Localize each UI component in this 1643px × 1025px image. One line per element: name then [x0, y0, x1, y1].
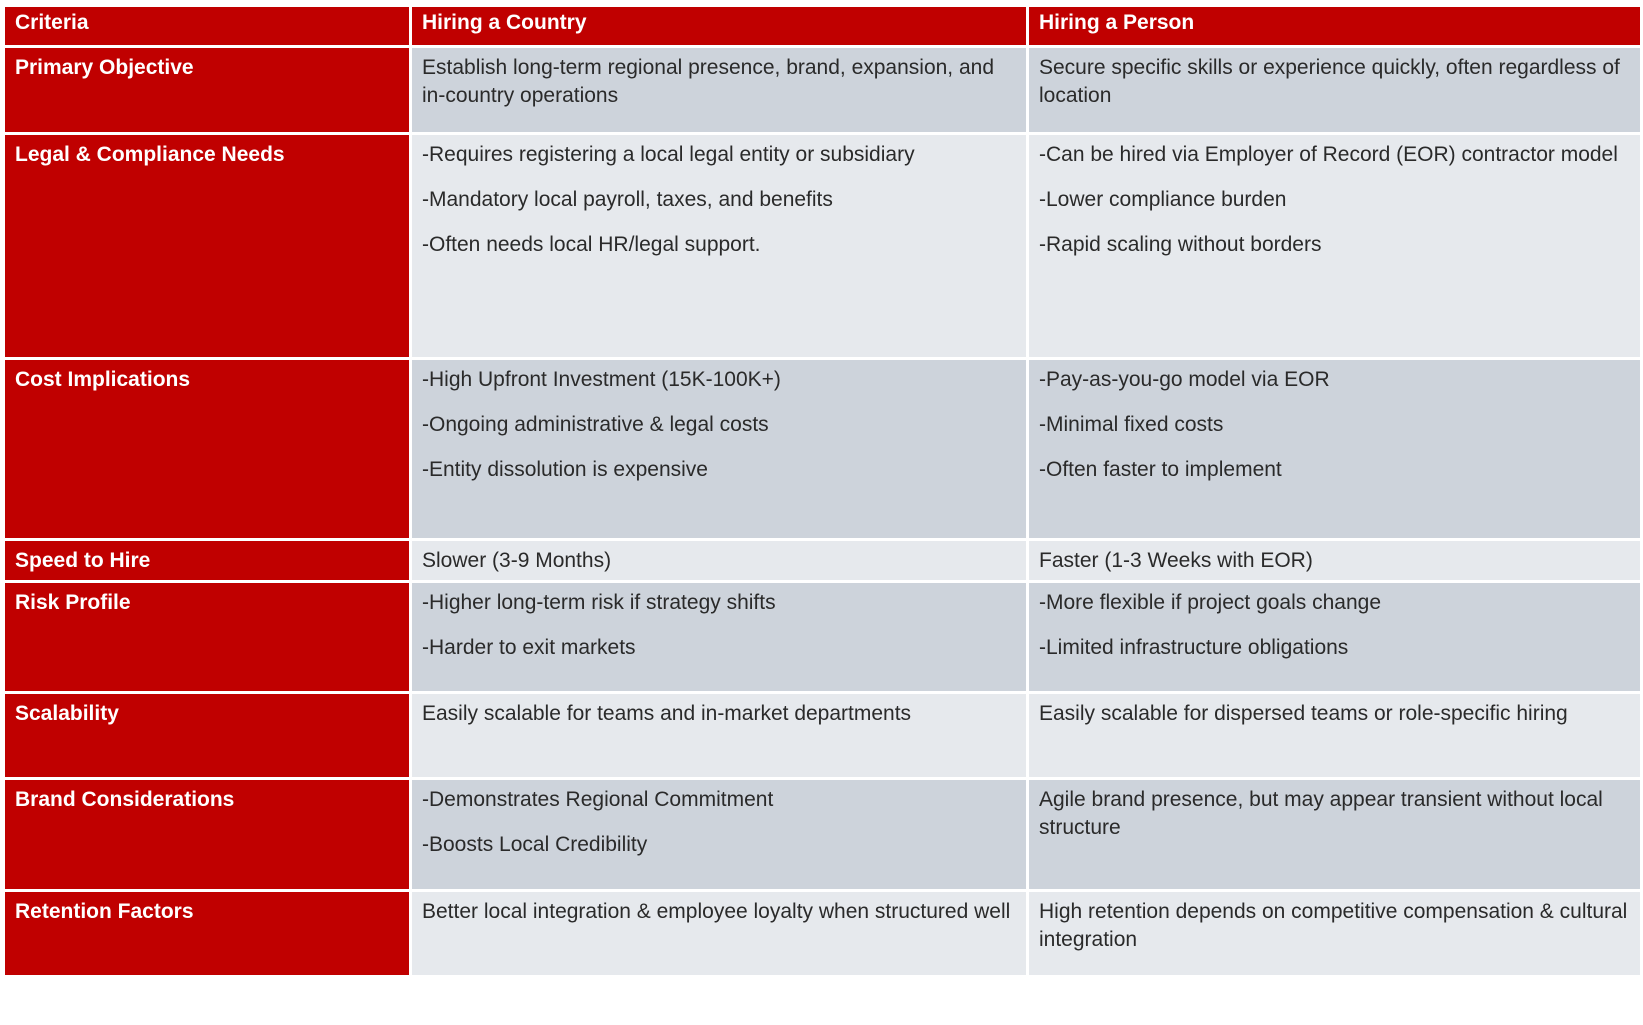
cell-line: Slower (3-9 Months): [422, 549, 612, 572]
table-row: [4, 359, 1642, 540]
cell-line: -More flexible if project goals change: [1039, 591, 1382, 614]
criteria-cell: Brand Considerations: [4, 779, 411, 891]
cell-line: -Harder to exit markets: [422, 636, 636, 659]
person-cell: [1028, 582, 1642, 693]
cell-line: -Higher long-term risk if strategy shifts: [422, 591, 776, 614]
cell-line: -Entity dissolution is expensive: [422, 458, 708, 481]
cell-line: Secure specific skills or experience quickly, often regardless of location: [1039, 56, 1620, 107]
person-cell: [1028, 693, 1642, 779]
country-cell: [411, 891, 1028, 977]
cell-line: -Lower compliance burden: [1039, 188, 1287, 211]
criteria-cell: Cost Implications: [4, 359, 411, 540]
cell-line: Agile brand presence, but may appear transient without local structure: [1039, 788, 1603, 839]
cell-line: -Ongoing administrative & legal costs: [422, 413, 769, 436]
country-cell: [411, 540, 1028, 582]
table-row: [4, 134, 1642, 359]
table-row: [4, 693, 1642, 779]
cell-line: Better local integration & employee loyalty when structured well: [422, 900, 1011, 923]
cell-line: Easily scalable for teams and in-market departments: [422, 702, 912, 725]
header-criteria: Criteria: [4, 6, 411, 47]
cell-line: -Minimal fixed costs: [1039, 413, 1224, 436]
criteria-cell: Legal & Compliance Needs: [4, 134, 411, 359]
table-row: [4, 540, 1642, 582]
country-cell: [411, 779, 1028, 891]
person-cell: [1028, 891, 1642, 977]
criteria-cell: Primary Objective: [4, 47, 411, 134]
cell-line: -Can be hired via Employer of Record (EOR) contractor model: [1039, 143, 1618, 166]
cell-line: -Mandatory local payroll, taxes, and benefits: [422, 188, 833, 211]
cell-line: -Pay-as-you-go model via EOR: [1039, 368, 1330, 391]
country-cell: [411, 359, 1028, 540]
cell-line: -Often needs local HR/legal support.: [422, 233, 761, 256]
cell-line: -Demonstrates Regional Commitment: [422, 788, 774, 811]
criteria-cell: Speed to Hire: [4, 540, 411, 582]
person-cell: [1028, 134, 1642, 359]
cell-line: Easily scalable for dispersed teams or role-specific hiring: [1039, 702, 1568, 725]
person-cell: [1028, 47, 1642, 134]
cell-line: -Boosts Local Credibility: [422, 833, 648, 856]
person-cell: [1028, 540, 1642, 582]
cell-line: Establish long-term regional presence, brand, expansion, and in-country operations: [422, 56, 995, 107]
table-row: [4, 779, 1642, 891]
country-cell: [411, 47, 1028, 134]
table-row: [4, 582, 1642, 693]
country-cell: [411, 134, 1028, 359]
cell-line: -Rapid scaling without borders: [1039, 233, 1322, 256]
comparison-table: [2, 4, 1643, 978]
cell-line: High retention depends on competitive compensation & cultural integration: [1039, 900, 1628, 951]
cell-line: -Limited infrastructure obligations: [1039, 636, 1349, 659]
cell-line: -Often faster to implement: [1039, 458, 1282, 481]
header-row: [4, 6, 1642, 47]
person-cell: [1028, 779, 1642, 891]
table-row: [4, 47, 1642, 134]
criteria-cell: Retention Factors: [4, 891, 411, 977]
header-hiring-person: Hiring a Person: [1028, 6, 1642, 47]
country-cell: [411, 582, 1028, 693]
cell-line: Faster (1-3 Weeks with EOR): [1039, 549, 1313, 572]
criteria-cell: Scalability: [4, 693, 411, 779]
cell-line: -Requires registering a local legal entity or subsidiary: [422, 143, 915, 166]
cell-line: -High Upfront Investment (15K-100K+): [422, 368, 781, 391]
person-cell: [1028, 359, 1642, 540]
criteria-cell: Risk Profile: [4, 582, 411, 693]
header-hiring-country: Hiring a Country: [411, 6, 1028, 47]
table-row: [4, 891, 1642, 977]
country-cell: [411, 693, 1028, 779]
